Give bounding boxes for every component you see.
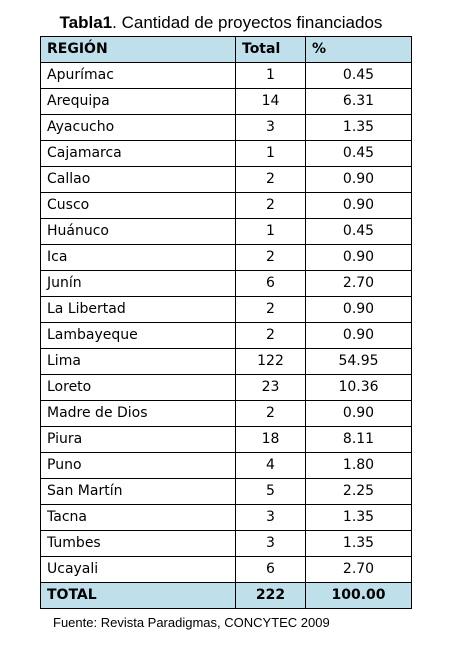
table-total-row bbox=[41, 583, 412, 609]
total-cell: 18 bbox=[236, 427, 306, 453]
percent-cell: 0.45 bbox=[306, 219, 412, 245]
table-body bbox=[41, 63, 412, 583]
table-row bbox=[41, 401, 412, 427]
total-cell: 3 bbox=[236, 115, 306, 141]
region-cell: Loreto bbox=[41, 375, 236, 401]
region-cell: Callao bbox=[41, 167, 236, 193]
table-row bbox=[41, 531, 412, 557]
percent-cell: 0.45 bbox=[306, 63, 412, 89]
total-cell: 3 bbox=[236, 531, 306, 557]
region-cell: Puno bbox=[41, 453, 236, 479]
table-row bbox=[41, 427, 412, 453]
region-cell: Cusco bbox=[41, 193, 236, 219]
percent-cell: 1.35 bbox=[306, 505, 412, 531]
region-cell: Tacna bbox=[41, 505, 236, 531]
column-header-region: REGIÓN bbox=[41, 37, 236, 63]
total-cell: 14 bbox=[236, 89, 306, 115]
total-cell: 1 bbox=[236, 63, 306, 89]
region-cell: Ucayali bbox=[41, 557, 236, 583]
table-title-text: . Cantidad de proyectos financiados bbox=[112, 13, 383, 32]
table-row bbox=[41, 63, 412, 89]
total-cell: 23 bbox=[236, 375, 306, 401]
table-row bbox=[41, 115, 412, 141]
table-row bbox=[41, 323, 412, 349]
region-cell: Cajamarca bbox=[41, 141, 236, 167]
table-row bbox=[41, 193, 412, 219]
percent-cell: 10.36 bbox=[306, 375, 412, 401]
table-row bbox=[41, 479, 412, 505]
region-cell: San Martín bbox=[41, 479, 236, 505]
percent-cell: 54.95 bbox=[306, 349, 412, 375]
region-cell: Huánuco bbox=[41, 219, 236, 245]
region-cell: Junín bbox=[41, 271, 236, 297]
region-cell: La Libertad bbox=[41, 297, 236, 323]
column-header-total: Total bbox=[236, 37, 306, 63]
region-cell: Lambayeque bbox=[41, 323, 236, 349]
total-cell: 122 bbox=[236, 349, 306, 375]
table-row bbox=[41, 245, 412, 271]
region-cell: Tumbes bbox=[41, 531, 236, 557]
table-header-row bbox=[41, 37, 412, 63]
total-cell: 2 bbox=[236, 167, 306, 193]
percent-cell: 2.25 bbox=[306, 479, 412, 505]
table-row bbox=[41, 375, 412, 401]
total-cell: 2 bbox=[236, 193, 306, 219]
percent-cell: 0.90 bbox=[306, 323, 412, 349]
percent-cell: 6.31 bbox=[306, 89, 412, 115]
total-cell: 1 bbox=[236, 141, 306, 167]
total-count: 222 bbox=[236, 583, 306, 609]
table-row bbox=[41, 167, 412, 193]
percent-cell: 2.70 bbox=[306, 557, 412, 583]
total-cell: 2 bbox=[236, 401, 306, 427]
percent-cell: 0.90 bbox=[306, 193, 412, 219]
source-note: Fuente: Revista Paradigmas, CONCYTEC 2009 bbox=[53, 615, 330, 630]
table-row bbox=[41, 297, 412, 323]
table-row bbox=[41, 89, 412, 115]
region-cell: Madre de Dios bbox=[41, 401, 236, 427]
total-cell: 3 bbox=[236, 505, 306, 531]
percent-cell: 0.90 bbox=[306, 245, 412, 271]
percent-cell: 1.35 bbox=[306, 531, 412, 557]
column-header-percent: % bbox=[306, 37, 412, 63]
total-cell: 1 bbox=[236, 219, 306, 245]
region-cell: Ica bbox=[41, 245, 236, 271]
table-row bbox=[41, 141, 412, 167]
region-cell: Arequipa bbox=[41, 89, 236, 115]
table-row bbox=[41, 349, 412, 375]
total-cell: 2 bbox=[236, 323, 306, 349]
region-cell: Lima bbox=[41, 349, 236, 375]
percent-cell: 1.80 bbox=[306, 453, 412, 479]
total-cell: 4 bbox=[236, 453, 306, 479]
total-cell: 5 bbox=[236, 479, 306, 505]
total-cell: 6 bbox=[236, 271, 306, 297]
table-row bbox=[41, 557, 412, 583]
projects-table bbox=[40, 36, 412, 609]
percent-cell: 0.90 bbox=[306, 401, 412, 427]
table-title-label: Tabla1 bbox=[59, 13, 113, 32]
table-row bbox=[41, 453, 412, 479]
total-cell: 6 bbox=[236, 557, 306, 583]
percent-cell: 8.11 bbox=[306, 427, 412, 453]
percent-cell: 0.45 bbox=[306, 141, 412, 167]
percent-cell: 1.35 bbox=[306, 115, 412, 141]
table-row bbox=[41, 505, 412, 531]
total-percent: 100.00 bbox=[306, 583, 412, 609]
region-cell: Apurímac bbox=[41, 63, 236, 89]
total-label: TOTAL bbox=[41, 583, 236, 609]
percent-cell: 2.70 bbox=[306, 271, 412, 297]
table-row bbox=[41, 271, 412, 297]
percent-cell: 0.90 bbox=[306, 167, 412, 193]
table-row bbox=[41, 219, 412, 245]
total-cell: 2 bbox=[236, 245, 306, 271]
region-cell: Ayacucho bbox=[41, 115, 236, 141]
region-cell: Piura bbox=[41, 427, 236, 453]
total-cell: 2 bbox=[236, 297, 306, 323]
table-title bbox=[0, 13, 442, 33]
percent-cell: 0.90 bbox=[306, 297, 412, 323]
